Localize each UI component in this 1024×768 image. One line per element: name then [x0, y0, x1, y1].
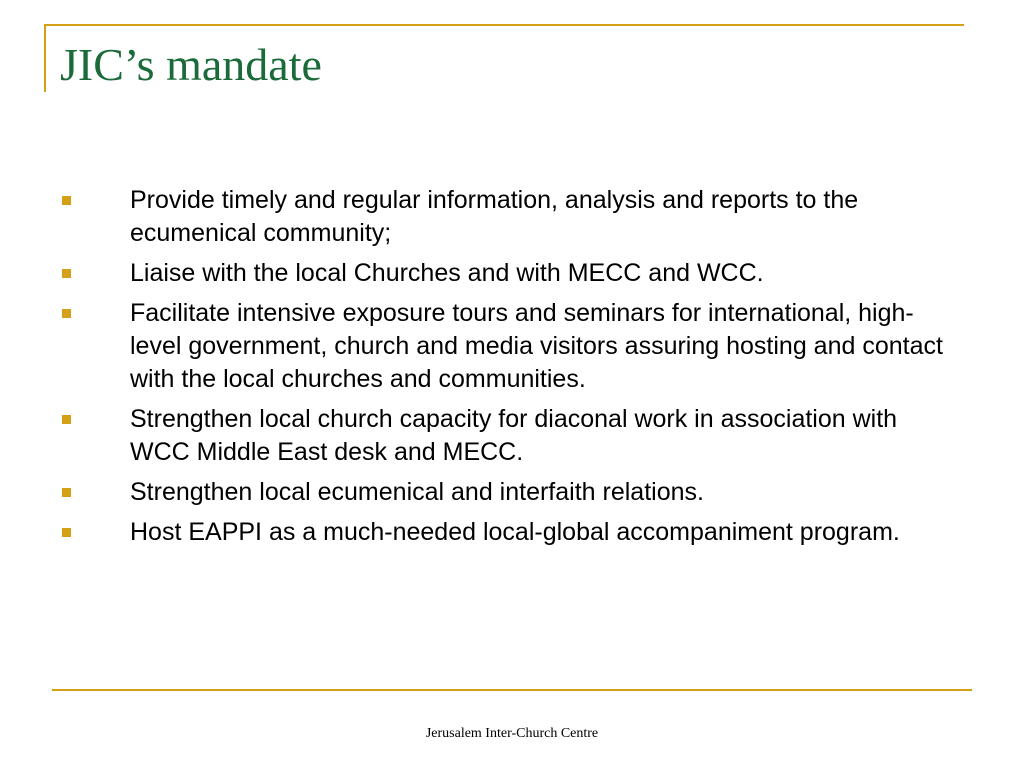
top-accent-line	[44, 24, 964, 26]
bullet-text: Provide timely and regular information, analysis and reports to the ecumenical community;	[130, 186, 859, 247]
bullet-item	[62, 403, 962, 469]
slide-title: JIC’s mandate	[60, 39, 322, 90]
bullet-text: Facilitate intensive exposure tours and seminars for international, high-level government, church and media visitors assuring hosting and contact with the local churches and communities.	[130, 299, 943, 393]
bullet-item	[62, 516, 962, 549]
bullet-item	[62, 476, 962, 509]
square-bullet-icon	[62, 309, 71, 318]
footer-divider	[52, 689, 972, 691]
bullet-item	[62, 184, 962, 250]
bullet-text: Strengthen local church capacity for diaconal work in association with WCC Middle East desk and MECC.	[130, 405, 898, 466]
bullet-text: Host EAPPI as a much-needed local-global accompaniment program.	[130, 518, 900, 546]
bullet-text: Strengthen local ecumenical and interfaith relations.	[130, 478, 704, 506]
bullet-item	[62, 297, 962, 396]
square-bullet-icon	[62, 528, 71, 537]
square-bullet-icon	[62, 196, 71, 205]
bullet-list	[62, 184, 962, 556]
bullet-text: Liaise with the local Churches and with MECC and WCC.	[130, 259, 764, 287]
left-accent-line	[44, 24, 46, 92]
footer-text: Jerusalem Inter-Church Centre	[425, 726, 599, 741]
square-bullet-icon	[62, 488, 71, 497]
bullet-item	[62, 257, 962, 290]
square-bullet-icon	[62, 269, 71, 278]
square-bullet-icon	[62, 415, 71, 424]
